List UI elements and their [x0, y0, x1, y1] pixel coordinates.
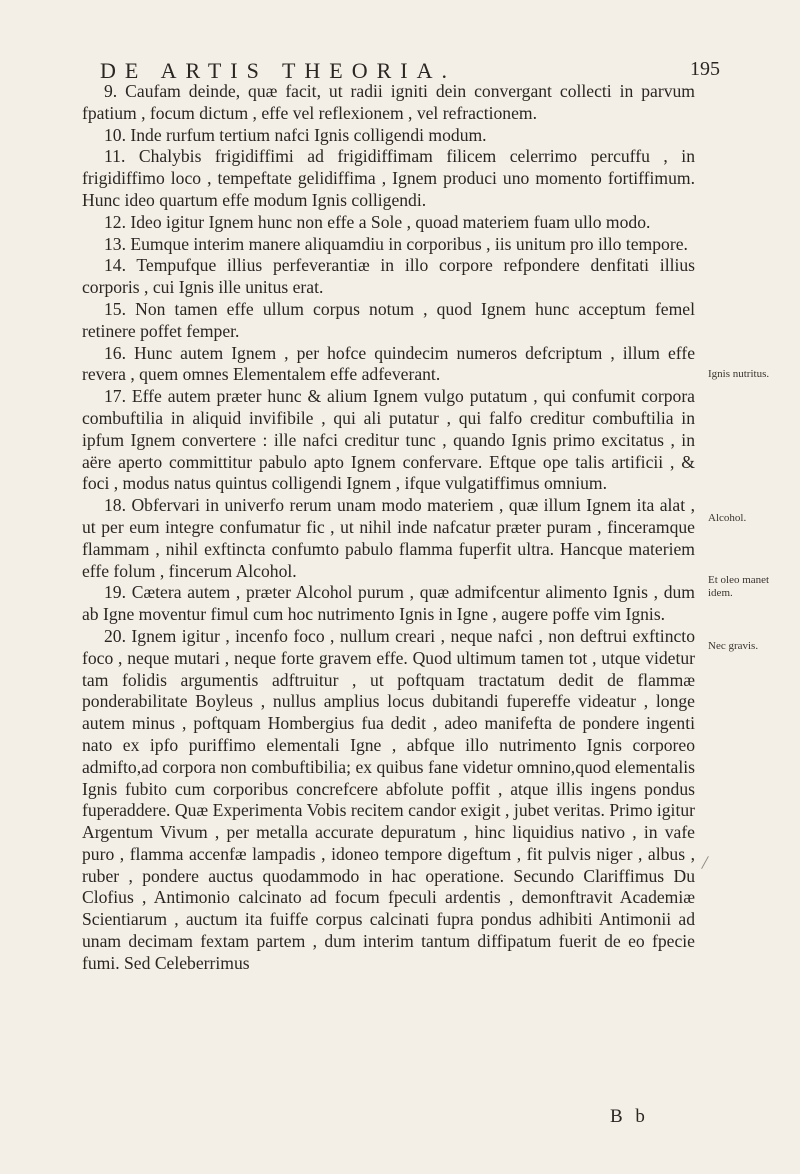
pen-mark: / — [700, 851, 710, 875]
margin-note-alcohol: Alcohol. — [708, 512, 747, 524]
paragraph-13: 13. Eumque interim manere aliquamdiu in corporibus , iis unitum pro illo tempore. — [104, 233, 688, 254]
margin-note-ignis-nutritus: Ignis nutritus. — [708, 368, 770, 380]
running-title: DE ARTIS THEORIA. — [100, 58, 456, 83]
paragraph-9: 9. Caufam deinde, quæ facit, ut radii igniti dein convergant collecti in parvum fpatium , focum dictum , effe vel reflexionem , vel refractionem. — [82, 81, 695, 123]
paragraph-19: 19. Cætera autem , præter Alcohol purum , quæ admifcentur alimento Ignis , dum ab Igne moventur fimul cum hoc nutrimento Ignis in Igne , augere poffe vim Ignis. — [82, 582, 695, 625]
margin-note-oleo: Et oleo manet idem. — [708, 574, 770, 599]
margin-note-nec-gravis: Nec gravis. — [708, 640, 759, 652]
paragraph-16: 16. Hunc autem Ignem , per hofce quindecim numeros defcriptum , illum effe revera , quem omnes Elementalem effe adfeverant. — [82, 342, 695, 385]
catchword: B b — [610, 1106, 649, 1127]
page-number: 195 — [690, 58, 720, 80]
paragraph-10: 10. Inde rurfum tertium nafci Ignis colligendi modum. — [104, 124, 487, 145]
paragraph-20: 20. Ignem igitur , incenfo foco , nullum creari , neque nafci , non deftrui exftincto foco , neque mutari , neque forte gravem effe. Quod ultimum tamen tot , utque videtur tam folidis argumentis adftruitur , ut poftquam tractatum dedit de flammæ ponderabilitate Boyleus , nullus amplius locus dubitandi fupereffe videatur , longe autem minus , poftquam Hombergius fua dedit , adeo manifefta de pondere ingenti nato ex ipfo puriffimo elementali Igne , abfque illo nutrimento Ignis corporeo admifto,ad corpora non combuftibilia; ex quibus fane videtur omnino,quod elementalis Ignis fubito cum corporibus concrefcere abfolute poffit , atque illis ingens pondus fuperaddere. Quæ Experimenta Vobis recitem candor exigit , jubet veritas. Primo igitur Argentum Vivum , per metalla accurate depuratum , hinc liquidius nativo , in vafe puro , flamma accenfæ lampadis , idoneo tempore digeftum , fit pulvis niger , albus , ruber , pondere auctus quodammodo in hac operatione. Secundo Clariffimus Du Clofius , Antimonio calcinato ad focum fpeculi ardentis , demonftravit Academiæ Scientiarum , auctum ita fuiffe corpus calcinati fupra pondus adhibiti Antimonii ad unam decimam fextam partem , dum interim tantum diffipatum fuerit de eo fpecie fumi. Sed Celeberrimus — [82, 625, 695, 973]
paragraph-14: 14. Tempufque illius perfeverantiæ in illo corpore refpondere denfitati illius corporis , cui Ignis ille unitus erat. — [82, 255, 695, 298]
main-text — [82, 81, 695, 975]
paragraph-11: 11. Chalybis frigidiffimi ad frigidiffimam filicem celerrimo percuffu , in frigidiffimo loco , tempeftate gelidiffima , Ignem produci uno momento fortiffimum. Hunc ideo quartum effe modum Ignis colligendi. — [82, 146, 695, 210]
paragraph-17: 17. Effe autem præter hunc & alium Ignem vulgo putatum , qui confumit corpora combuftilia in aliquid invifibile , qui ali putatur , qui falfo creditur combuftilia in ipfum Ignem convertere : ille nafci creditur tunc , quando Ignis primo excitatus , in aëre aperto committitur pabulo apto Ignem confervare. Eftque ope talis artificii , & foci , modus natus quintus colligendi Ignem , ifque vulgatiffimus omnium. — [82, 386, 695, 494]
paragraph-18: 18. Obfervari in univerfo rerum unam modo materiem , quæ illum Ignem ita alat , ut per eum integre confumatur fic , ut nihil inde nafcatur præter puram , finceramque flammam , nihil exftincta confumto pabulo flamma fuperfit ultra. Hancque materiem effe folum , fincerum Alcohol. — [82, 495, 695, 581]
paragraph-12: 12. Ideo igitur Ignem hunc non effe a Sole , quoad materiem fuam ullo modo. — [104, 211, 651, 232]
paragraph-15: 15. Non tamen effe ullum corpus notum , quod Ignem hunc acceptum femel retinere poffet femper. — [82, 298, 695, 341]
